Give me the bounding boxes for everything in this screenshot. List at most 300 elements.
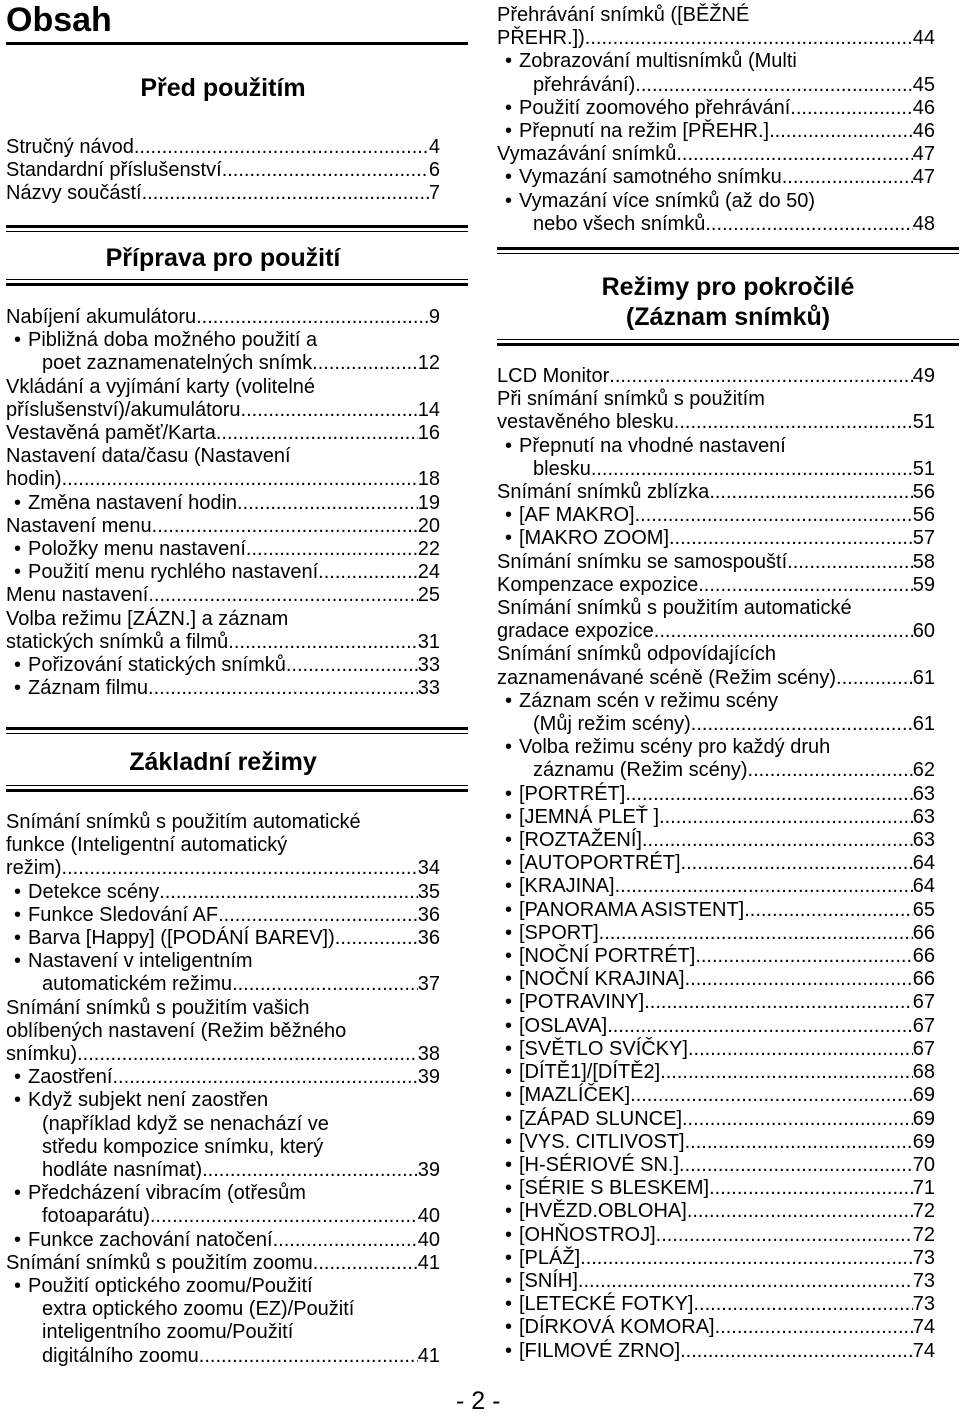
toc-entry-text: automatickém režimu [42, 973, 233, 996]
dot-leader [669, 527, 913, 550]
dot-leader [615, 875, 913, 898]
toc-entry-text: vestavěného blesku [497, 411, 674, 434]
toc-entry[interactable] [6, 492, 440, 515]
dot-leader [202, 1159, 418, 1182]
dot-leader [232, 973, 418, 996]
bullet-icon: • [505, 1107, 513, 1130]
dot-leader [660, 1061, 913, 1084]
toc-page-number: 70 [912, 1153, 935, 1176]
toc-entry[interactable] [6, 515, 440, 538]
dot-leader [644, 991, 913, 1014]
toc-entry[interactable] [497, 875, 935, 898]
toc-page-number: 40 [417, 1228, 440, 1251]
toc-entry[interactable] [6, 1182, 440, 1228]
toc-page-number: 74 [912, 1316, 935, 1339]
toc-page-number: 73 [912, 1269, 935, 1292]
toc-entry-text: hodláte nasnímat) [42, 1159, 203, 1182]
toc-page-number: 25 [417, 584, 440, 607]
toc-entry-text: Použití optického zoomu/Použití [28, 1275, 313, 1298]
toc-page-number: 4 [428, 136, 440, 158]
toc-page-number: 35 [417, 880, 440, 903]
toc-entry[interactable] [497, 1293, 935, 1316]
toc-entry-text: funkce (Inteligentní automatický [6, 834, 288, 857]
toc-entry-text: Záznam scén v režimu scény [519, 689, 778, 712]
toc-page-number: 19 [417, 491, 440, 514]
section-heading-preparation: Příprava pro použití [105, 244, 341, 272]
dot-leader [715, 1316, 913, 1339]
bullet-icon: • [505, 1200, 513, 1223]
toc-entry[interactable] [497, 991, 935, 1014]
toc-entry-text: inteligentního zoomu/Použití [42, 1321, 294, 1344]
toc-entry-text: hodin) [6, 468, 62, 491]
toc-entry-text: [FILMOVÉ ZRNO] [519, 1339, 681, 1362]
dot-leader [744, 899, 913, 922]
dot-leader [585, 27, 913, 50]
toc-entry-text: Vymazání samotného snímku [519, 166, 782, 189]
page-number: - 2 - [456, 1387, 501, 1415]
toc-entry-text: snímku) [6, 1043, 78, 1066]
toc-entry-text: [DÍTĚ1]/[DÍTĚ2] [519, 1061, 661, 1084]
toc-entry[interactable] [497, 1131, 935, 1154]
toc-entry[interactable] [497, 190, 935, 236]
toc-entry[interactable] [497, 690, 935, 736]
bullet-icon: • [14, 1228, 22, 1251]
bullet-icon: • [505, 504, 513, 527]
toc-entry-text: Vymazání více snímků (až do 50) [519, 189, 816, 212]
toc-entry-text: LCD Monitor [497, 365, 610, 387]
dot-leader [286, 654, 418, 677]
toc-page-number: 63 [912, 805, 935, 828]
toc-page-number: 47 [912, 143, 935, 166]
toc-page-number: 12 [417, 352, 440, 375]
toc-entry[interactable] [497, 1154, 935, 1177]
bullet-icon: • [505, 898, 513, 921]
dot-leader [642, 829, 913, 852]
toc-page-number: 18 [417, 468, 440, 491]
toc-entry-text: PŘEHR.]) [497, 27, 585, 50]
toc-entry-text: [MAZLÍČEK] [519, 1084, 631, 1107]
toc-page-number: 74 [912, 1339, 935, 1362]
dot-leader [679, 1154, 913, 1177]
toc-page-number: 38 [417, 1043, 440, 1066]
toc-page-number: 64 [912, 875, 935, 898]
toc-entry[interactable] [6, 927, 440, 950]
toc-page-number: 7 [428, 182, 440, 205]
dot-leader [709, 1177, 913, 1200]
toc-entry[interactable] [497, 1340, 935, 1363]
dot-leader [836, 667, 913, 690]
toc-entry[interactable] [6, 1089, 440, 1182]
toc-entry-text: Menu nastavení [6, 584, 149, 607]
toc-page-number: 20 [417, 514, 440, 537]
toc-entry-text: oblíbených nastavení (Režim běžného [6, 1019, 347, 1042]
toc-entry[interactable] [6, 1252, 440, 1275]
toc-entry-text: [SPORT] [519, 921, 599, 944]
toc-entry-text: Zaostření [28, 1066, 113, 1089]
toc-entry[interactable] [6, 584, 440, 607]
bullet-icon: • [505, 1130, 513, 1153]
dot-leader [246, 538, 418, 561]
toc-page-number: 61 [912, 713, 935, 736]
toc-entry[interactable] [6, 1229, 440, 1252]
dot-leader [222, 159, 429, 182]
bullet-icon: • [505, 689, 513, 712]
toc-entry[interactable] [6, 159, 440, 182]
dot-leader [656, 1224, 913, 1247]
bullet-icon: • [505, 1037, 513, 1060]
toc-entry[interactable] [497, 899, 935, 922]
toc-entry[interactable] [497, 166, 935, 189]
toc-entry-text: gradace expozice [497, 620, 654, 643]
bullet-icon: • [505, 434, 513, 457]
toc-entry-text: Použití zoomového přehrávání [519, 96, 791, 119]
toc-entry-text: nebo všech snímků [533, 212, 706, 235]
dot-leader [312, 352, 418, 375]
toc-entry[interactable] [6, 182, 440, 205]
toc-entry-text: [POTRAVINY] [519, 991, 645, 1014]
dot-leader [635, 74, 912, 97]
bullet-icon: • [505, 50, 513, 73]
toc-entry[interactable] [6, 1066, 440, 1089]
toc-entry-text: Názvy součástí [6, 182, 142, 205]
toc-page-number: 69 [912, 1107, 935, 1130]
toc-entry-text: fotoaparátu) [42, 1205, 150, 1228]
toc-entry-text: Detekce scény [28, 880, 160, 903]
toc-entry-text: [PLÁŽ] [519, 1246, 581, 1269]
dot-leader [218, 904, 418, 927]
toc-entry[interactable] [6, 561, 440, 584]
toc-entry[interactable] [497, 736, 935, 782]
bullet-icon: • [505, 1061, 513, 1084]
bullet-icon: • [505, 1153, 513, 1176]
toc-entry[interactable] [497, 4, 935, 50]
bullet-icon: • [14, 538, 22, 561]
toc-entry[interactable] [497, 120, 935, 143]
dot-leader [674, 411, 913, 434]
toc-entry[interactable] [497, 143, 935, 166]
toc-entry-text: Změna nastavení hodin [28, 491, 238, 514]
dot-leader [159, 881, 418, 904]
toc-entry[interactable] [6, 445, 440, 491]
toc-entry[interactable] [497, 551, 935, 574]
toc-entry-text: Zobrazování multisnímků (Multi [519, 50, 797, 73]
toc-entry-text: středu kompozice snímku, který [42, 1135, 324, 1158]
toc-page-number: 31 [417, 630, 440, 653]
toc-entry[interactable] [497, 1084, 935, 1107]
toc-entry[interactable] [497, 852, 935, 875]
toc-entry-text: přehrávání) [533, 73, 636, 96]
dot-leader [654, 620, 913, 643]
dot-leader [77, 1043, 418, 1066]
bullet-icon: • [505, 875, 513, 898]
dot-leader [578, 1270, 913, 1293]
dot-leader [199, 1345, 418, 1368]
toc-page-number: 61 [912, 666, 935, 689]
bullet-icon: • [505, 1177, 513, 1200]
toc-entry[interactable] [6, 997, 440, 1067]
toc-entry[interactable] [6, 1275, 440, 1368]
toc-entry[interactable] [6, 811, 440, 881]
dot-leader [313, 1252, 418, 1275]
toc-entry-text: Volba režimu [ZÁZN.] a záznam [6, 607, 289, 630]
toc-entry[interactable] [6, 904, 440, 927]
bullet-icon: • [14, 1275, 22, 1298]
dot-leader [134, 136, 429, 159]
section-heading-before-use: Před použitím [140, 74, 306, 102]
toc-entry-text: Nastavení data/času (Nastavení [6, 445, 291, 468]
toc-entry[interactable] [497, 597, 935, 643]
toc-entry-text: (například když se nenachází ve [42, 1112, 329, 1135]
dot-leader [782, 166, 913, 189]
page-title: Obsah [6, 0, 468, 45]
section-heading-basic-modes: Základní režimy [129, 748, 317, 776]
toc-entry-text: Použití menu rychlého nastavení [28, 561, 319, 584]
toc-entry-text: Přepnutí na vhodné nastavení [519, 434, 786, 457]
section-divider [6, 785, 468, 795]
bullet-icon: • [505, 945, 513, 968]
toc-entry-text: [H-SÉRIOVÉ SN.] [519, 1153, 680, 1176]
toc-page-number: 51 [912, 411, 935, 434]
toc-entry-text: [AUTOPORTRÉT] [519, 852, 681, 875]
toc-page-number: 66 [912, 968, 935, 991]
toc-entry[interactable] [497, 97, 935, 120]
toc-page-number: 51 [912, 457, 935, 480]
bullet-icon: • [505, 782, 513, 805]
bullet-icon: • [505, 1223, 513, 1246]
dot-leader [688, 1038, 913, 1061]
toc-entry-text: blesku. [533, 457, 597, 480]
toc-entry[interactable] [6, 422, 440, 445]
toc-entry[interactable] [497, 643, 935, 689]
toc-page-number: 64 [912, 852, 935, 875]
toc-page-number: 36 [417, 903, 440, 926]
toc-entry[interactable] [497, 1108, 935, 1131]
toc-entry-text: extra optického zoomu (EZ)/Použití [42, 1298, 355, 1321]
toc-entry[interactable] [6, 677, 440, 700]
bullet-icon: • [14, 491, 22, 514]
toc-page-number: 22 [417, 538, 440, 561]
toc-entry-text: Standardní příslušenství [6, 159, 222, 182]
toc-page-number: 71 [912, 1177, 935, 1200]
toc-entry[interactable] [6, 538, 440, 561]
toc-entry[interactable] [6, 881, 440, 904]
toc-entry[interactable] [497, 945, 935, 968]
toc-page-number: 40 [417, 1205, 440, 1228]
dot-leader [635, 504, 913, 527]
bullet-icon: • [505, 829, 513, 852]
toc-entry-text: Snímání snímků s použitím automatické [497, 597, 852, 620]
toc-entry[interactable] [497, 365, 935, 388]
toc-page-number: 62 [912, 759, 935, 782]
dot-leader [709, 481, 912, 504]
toc-entry[interactable] [497, 1316, 935, 1339]
toc-entry-text: [ROZTAŽENÍ] [519, 829, 642, 852]
toc-entry[interactable] [497, 1177, 935, 1200]
toc-page-number: 48 [912, 212, 935, 235]
toc-entry-text: záznamu (Režim scény) [533, 759, 748, 782]
toc-page-number: 72 [912, 1200, 935, 1223]
dot-leader [241, 399, 418, 422]
dot-leader [630, 1084, 913, 1107]
bullet-icon: • [14, 903, 22, 926]
toc-entry[interactable] [497, 1015, 935, 1038]
toc-entry-text: Pořizování statických snímků [28, 654, 286, 677]
bullet-icon: • [14, 880, 22, 903]
toc-page-number: 73 [912, 1246, 935, 1269]
toc-entry[interactable] [497, 504, 935, 527]
toc-entry-text: Vkládání a vyjímání karty (volitelné [6, 375, 316, 398]
toc-page-number: 72 [912, 1223, 935, 1246]
toc-entry[interactable] [497, 922, 935, 945]
toc-entry[interactable] [497, 481, 935, 504]
toc-page-number: 33 [417, 654, 440, 677]
toc-entry[interactable] [6, 950, 440, 996]
toc-entry-text: Přepnutí na režim [PŘEHR.] [519, 120, 770, 143]
toc-page-number: 41 [417, 1344, 440, 1367]
dot-leader [112, 1066, 417, 1089]
toc-entry-text: Snímání snímků zblízka [497, 481, 710, 504]
dot-leader [237, 492, 418, 515]
toc-entry-text: [LETECKÉ FOTKY] [519, 1293, 694, 1316]
dot-leader [62, 468, 418, 491]
toc-entry-text: Vestavěná paměť/Karta [6, 422, 216, 445]
dot-leader [318, 561, 418, 584]
dot-leader [787, 551, 913, 574]
toc-entry[interactable] [6, 608, 440, 654]
bullet-icon: • [505, 1246, 513, 1269]
toc-entry[interactable] [497, 968, 935, 991]
toc-list-playback [497, 4, 935, 236]
toc-page-number: 73 [912, 1293, 935, 1316]
toc-page-number: 34 [417, 857, 440, 880]
dot-leader [705, 213, 912, 236]
toc-entry-text: Když subjekt není zaostřen [28, 1089, 269, 1112]
toc-entry[interactable] [497, 1200, 935, 1223]
bullet-icon: • [14, 1182, 22, 1205]
bullet-icon: • [505, 1316, 513, 1339]
toc-list-advanced-modes [497, 365, 935, 1363]
toc-entry-text: příslušenství)/akumulátoru [6, 398, 241, 421]
section-heading-line: Režimy pro pokročilé [601, 273, 855, 301]
toc-entry-text: Položky menu nastavení [28, 538, 246, 561]
toc-entry-text: [SNÍH] [519, 1269, 578, 1292]
toc-entry[interactable] [6, 376, 440, 422]
toc-entry[interactable] [497, 1038, 935, 1061]
toc-entry-text: [OSLAVA] [519, 1014, 608, 1037]
toc-entry-text: Nabíjení akumulátoru [6, 306, 197, 328]
bullet-icon: • [14, 1066, 22, 1089]
dot-leader [698, 574, 913, 597]
section-divider [6, 727, 468, 737]
toc-page-number: 59 [912, 573, 935, 596]
toc-page-number: 63 [912, 829, 935, 852]
dot-leader [335, 927, 418, 950]
toc-page-number: 56 [912, 481, 935, 504]
toc-entry[interactable] [497, 1224, 935, 1247]
bullet-icon: • [14, 950, 22, 973]
toc-page-number: 36 [417, 927, 440, 950]
toc-entry[interactable] [6, 329, 440, 375]
toc-entry-text: Kompenzace expozice [497, 573, 699, 596]
toc-entry[interactable] [6, 654, 440, 677]
toc-entry[interactable] [497, 1247, 935, 1270]
dot-leader [680, 1340, 913, 1363]
toc-entry-text: (Můj režim scény) [533, 713, 691, 736]
bullet-icon: • [505, 1339, 513, 1362]
toc-entry[interactable] [497, 527, 935, 550]
dot-leader [681, 852, 913, 875]
bullet-icon: • [505, 736, 513, 759]
toc-entry[interactable] [497, 829, 935, 852]
dot-leader [625, 783, 912, 806]
bullet-icon: • [505, 805, 513, 828]
toc-entry[interactable] [497, 1061, 935, 1084]
toc-entry[interactable] [497, 388, 935, 434]
dot-leader [196, 306, 429, 329]
dot-leader [148, 584, 417, 607]
dot-leader [599, 922, 913, 945]
toc-entry-text: Nastavení v inteligentním [28, 950, 253, 973]
toc-entry-text: Nastavení menu [6, 514, 152, 537]
toc-entry[interactable] [497, 806, 935, 829]
toc-page-number: 39 [417, 1159, 440, 1182]
section-heading-advanced-modes [497, 272, 959, 332]
bullet-icon: • [505, 120, 513, 143]
toc-page-number: 24 [417, 561, 440, 584]
bullet-icon: • [14, 561, 22, 584]
toc-entry-text: poet zaznamenatelných snímk [42, 352, 313, 375]
toc-list-before-use [6, 136, 440, 206]
toc-entry-text: zaznamenávané scéně (Režim scény) [497, 666, 837, 689]
toc-page-number: 44 [912, 27, 935, 50]
toc-entry-text: [VYS. CITLIVOST] [519, 1130, 685, 1153]
toc-entry-text: Funkce zachování natočení [28, 1228, 273, 1251]
toc-entry-text: [HVĚZD.OBLOHA] [519, 1200, 687, 1223]
toc-entry[interactable] [497, 1270, 935, 1293]
toc-entry-text: Snímání snímků odpovídajících [497, 643, 777, 666]
dot-leader [685, 1131, 913, 1154]
toc-entry[interactable] [497, 435, 935, 481]
dot-leader [769, 120, 913, 143]
toc-page-number: 67 [912, 1037, 935, 1060]
toc-entry-text: [PANORAMA ASISTENT] [519, 898, 745, 921]
toc-entry-text: Předcházení vibracím (otřesům [28, 1182, 306, 1205]
bullet-icon: • [14, 1089, 22, 1112]
dot-leader [790, 97, 912, 120]
toc-entry[interactable] [497, 783, 935, 806]
dot-leader [609, 365, 912, 388]
toc-entry-text: Vymazávání snímků [497, 143, 677, 166]
dot-leader [148, 677, 418, 700]
toc-entry-text: [NOČNÍ PORTRÉT] [519, 945, 696, 968]
dot-leader [142, 182, 429, 205]
toc-page-number: 49 [912, 365, 935, 387]
toc-entry-text: Volba režimu scény pro každý druh [519, 736, 831, 759]
dot-leader [682, 1108, 913, 1131]
toc-entry[interactable] [6, 306, 440, 329]
bullet-icon: • [14, 654, 22, 677]
dot-leader [580, 1247, 913, 1270]
toc-entry-text: statických snímků a filmů [6, 630, 229, 653]
bullet-icon: • [505, 189, 513, 212]
toc-page-number: 56 [912, 504, 935, 527]
toc-entry[interactable] [497, 50, 935, 96]
toc-page-number: 39 [417, 1066, 440, 1089]
toc-entry[interactable] [497, 574, 935, 597]
toc-page-number: 63 [912, 782, 935, 805]
bullet-icon: • [505, 96, 513, 119]
toc-entry[interactable] [6, 136, 440, 159]
